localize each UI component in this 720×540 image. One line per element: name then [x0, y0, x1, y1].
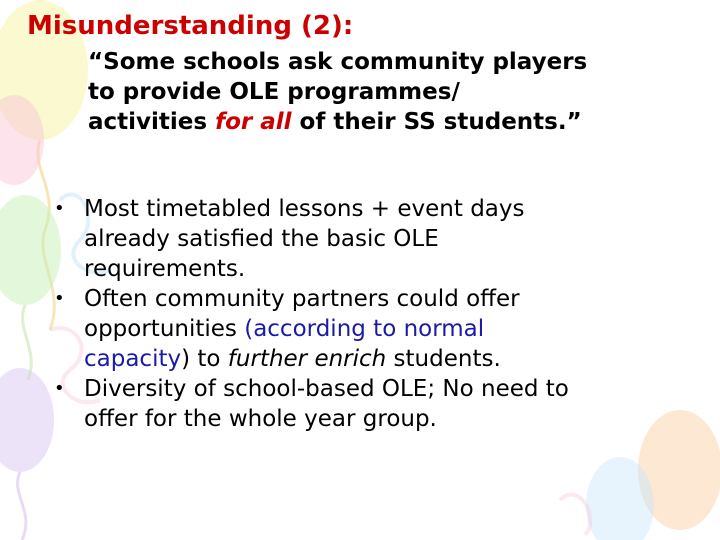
quote-text-3a: activities [88, 109, 216, 135]
open-quote-mark: “ [88, 49, 104, 75]
bullet-2-text-2a: opportunities [84, 316, 245, 342]
bullet-3-line-1: Diversity of school-based OLE; No need to [84, 376, 569, 402]
slide-title: Misunderstanding (2): [27, 11, 354, 41]
quote-emphasis-for-all: for all [215, 109, 292, 135]
bullet-1-line-1: Most timetabled lessons + event days [84, 196, 525, 222]
bullet-dot-icon: • [54, 288, 65, 309]
ribbon-swirl-icon [560, 495, 590, 535]
quote-text-3b: of their SS students. [291, 109, 567, 135]
quote-text-1: Some schools ask community players [103, 49, 588, 75]
bullet-item [54, 194, 714, 284]
bullet-2-emphasis-normal-capacity-b: capacity [84, 346, 182, 372]
bullet-list [54, 194, 714, 434]
bullet-dot-icon: • [54, 198, 65, 219]
bullet-2-text-3d: students. [386, 346, 501, 372]
quote-line-2: to provide OLE programmes/ [88, 79, 460, 105]
bullet-item [54, 284, 714, 374]
balloon-icon [0, 368, 54, 540]
bullet-2-emphasis-further-enrich: further enrich [227, 346, 387, 372]
bullet-2-line-3 [84, 344, 714, 374]
bullet-1-line-3: requirements. [84, 256, 246, 282]
quote-line-3 [88, 107, 708, 137]
bullet-2-text-3b: ) to [181, 346, 228, 372]
quote-line-1 [88, 47, 708, 77]
bullet-2-line-2 [84, 314, 714, 344]
quote-block [88, 47, 708, 137]
close-quote-mark: ” [566, 109, 582, 135]
bullet-2-line-1: Often community partners could offer [84, 286, 520, 312]
bullet-dot-icon: • [54, 378, 65, 399]
bullet-3-line-2: offer for the whole year group. [84, 406, 437, 432]
bullet-2-emphasis-normal-capacity-a: (according to normal [244, 316, 485, 342]
bullet-1-line-2: already satisfied the basic OLE [84, 226, 439, 252]
bullet-item [54, 374, 714, 434]
